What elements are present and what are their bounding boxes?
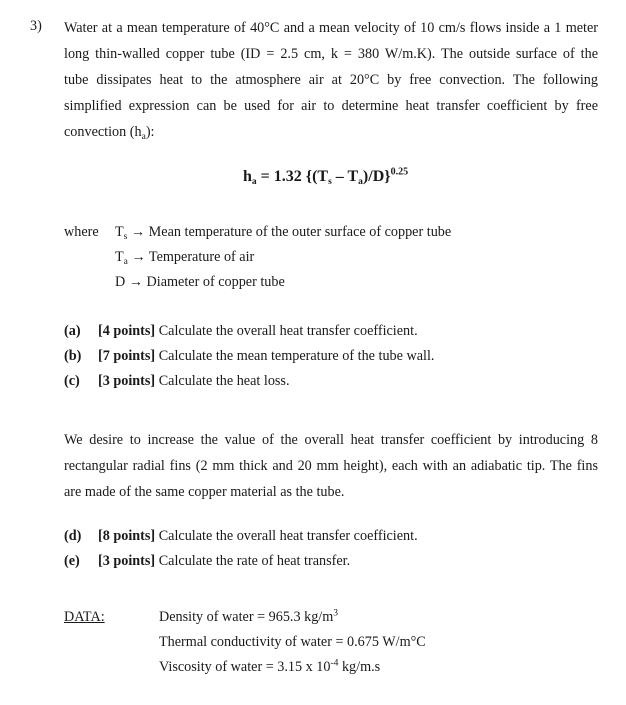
where-label: where: [64, 224, 99, 240]
question-number: 3): [30, 18, 42, 34]
fins-line: are made of the same copper material as the tube.: [64, 484, 345, 500]
intro-line: convection $(h_a)$:: [64, 124, 155, 142]
part-item: (d): [64, 528, 82, 544]
part-item: (a): [64, 323, 81, 339]
data-item: Density of water = 965.3 $kg/m^3$: [159, 608, 339, 625]
definition-item: $T_a$ → Temperature of air: [115, 249, 255, 267]
part-text: [7 points] Calculate the mean temperature of the tube wall.: [98, 348, 435, 364]
intro-line: tube dissipates heat to the atmosphere air at 20°C by free convection. The following: [64, 72, 598, 88]
intro-paragraph: [64, 15, 598, 145]
convection-equation: $h_a = 1.32$ $\{(T_s - T_a)/D\}^{0.25}$: [243, 166, 409, 187]
intro-line: Water at a mean temperature of 40°C and a mean velocity of 10 cm/s flows inside a 1 meter: [64, 20, 598, 36]
part-text: [3 points] Calculate the heat loss.: [98, 373, 290, 389]
intro-line: simplified expression can be used for air to determine heat transfer coefficient by free: [64, 98, 598, 114]
data-item: Viscosity of water = 3.15 x $10^{-4}$ kg/m.s: [159, 658, 381, 675]
part-text: [8 points] Calculate the overall heat transfer coefficient.: [98, 528, 418, 544]
part-text: [3 points] Calculate the rate of heat transfer.: [98, 553, 351, 569]
fins-line: rectangular radial fins (2 mm thick and 20 mm height), each with an adiabatic tip. The fins: [64, 458, 598, 474]
definition-item: $T_s$ → Mean temperature of the outer surface of copper tube: [115, 224, 452, 242]
definition-item: D → Diameter of copper tube: [115, 274, 285, 290]
intro-line: long thin-walled copper tube (ID = 2.5 cm, k = 380 W/m.K). The outside surface of the: [64, 46, 598, 62]
fins-line: We desire to increase the value of the overall heat transfer coefficient by introducing 8: [64, 432, 598, 448]
part-item: (c): [64, 373, 80, 389]
data-label: DATA:: [64, 609, 105, 625]
part-item: (e): [64, 553, 80, 569]
fins-paragraph: [64, 427, 598, 505]
part-text: [4 points] Calculate the overall heat transfer coefficient.: [98, 323, 418, 339]
data-item: Thermal conductivity of water = 0.675 W/m°C: [159, 634, 426, 650]
part-item: (b): [64, 348, 82, 364]
